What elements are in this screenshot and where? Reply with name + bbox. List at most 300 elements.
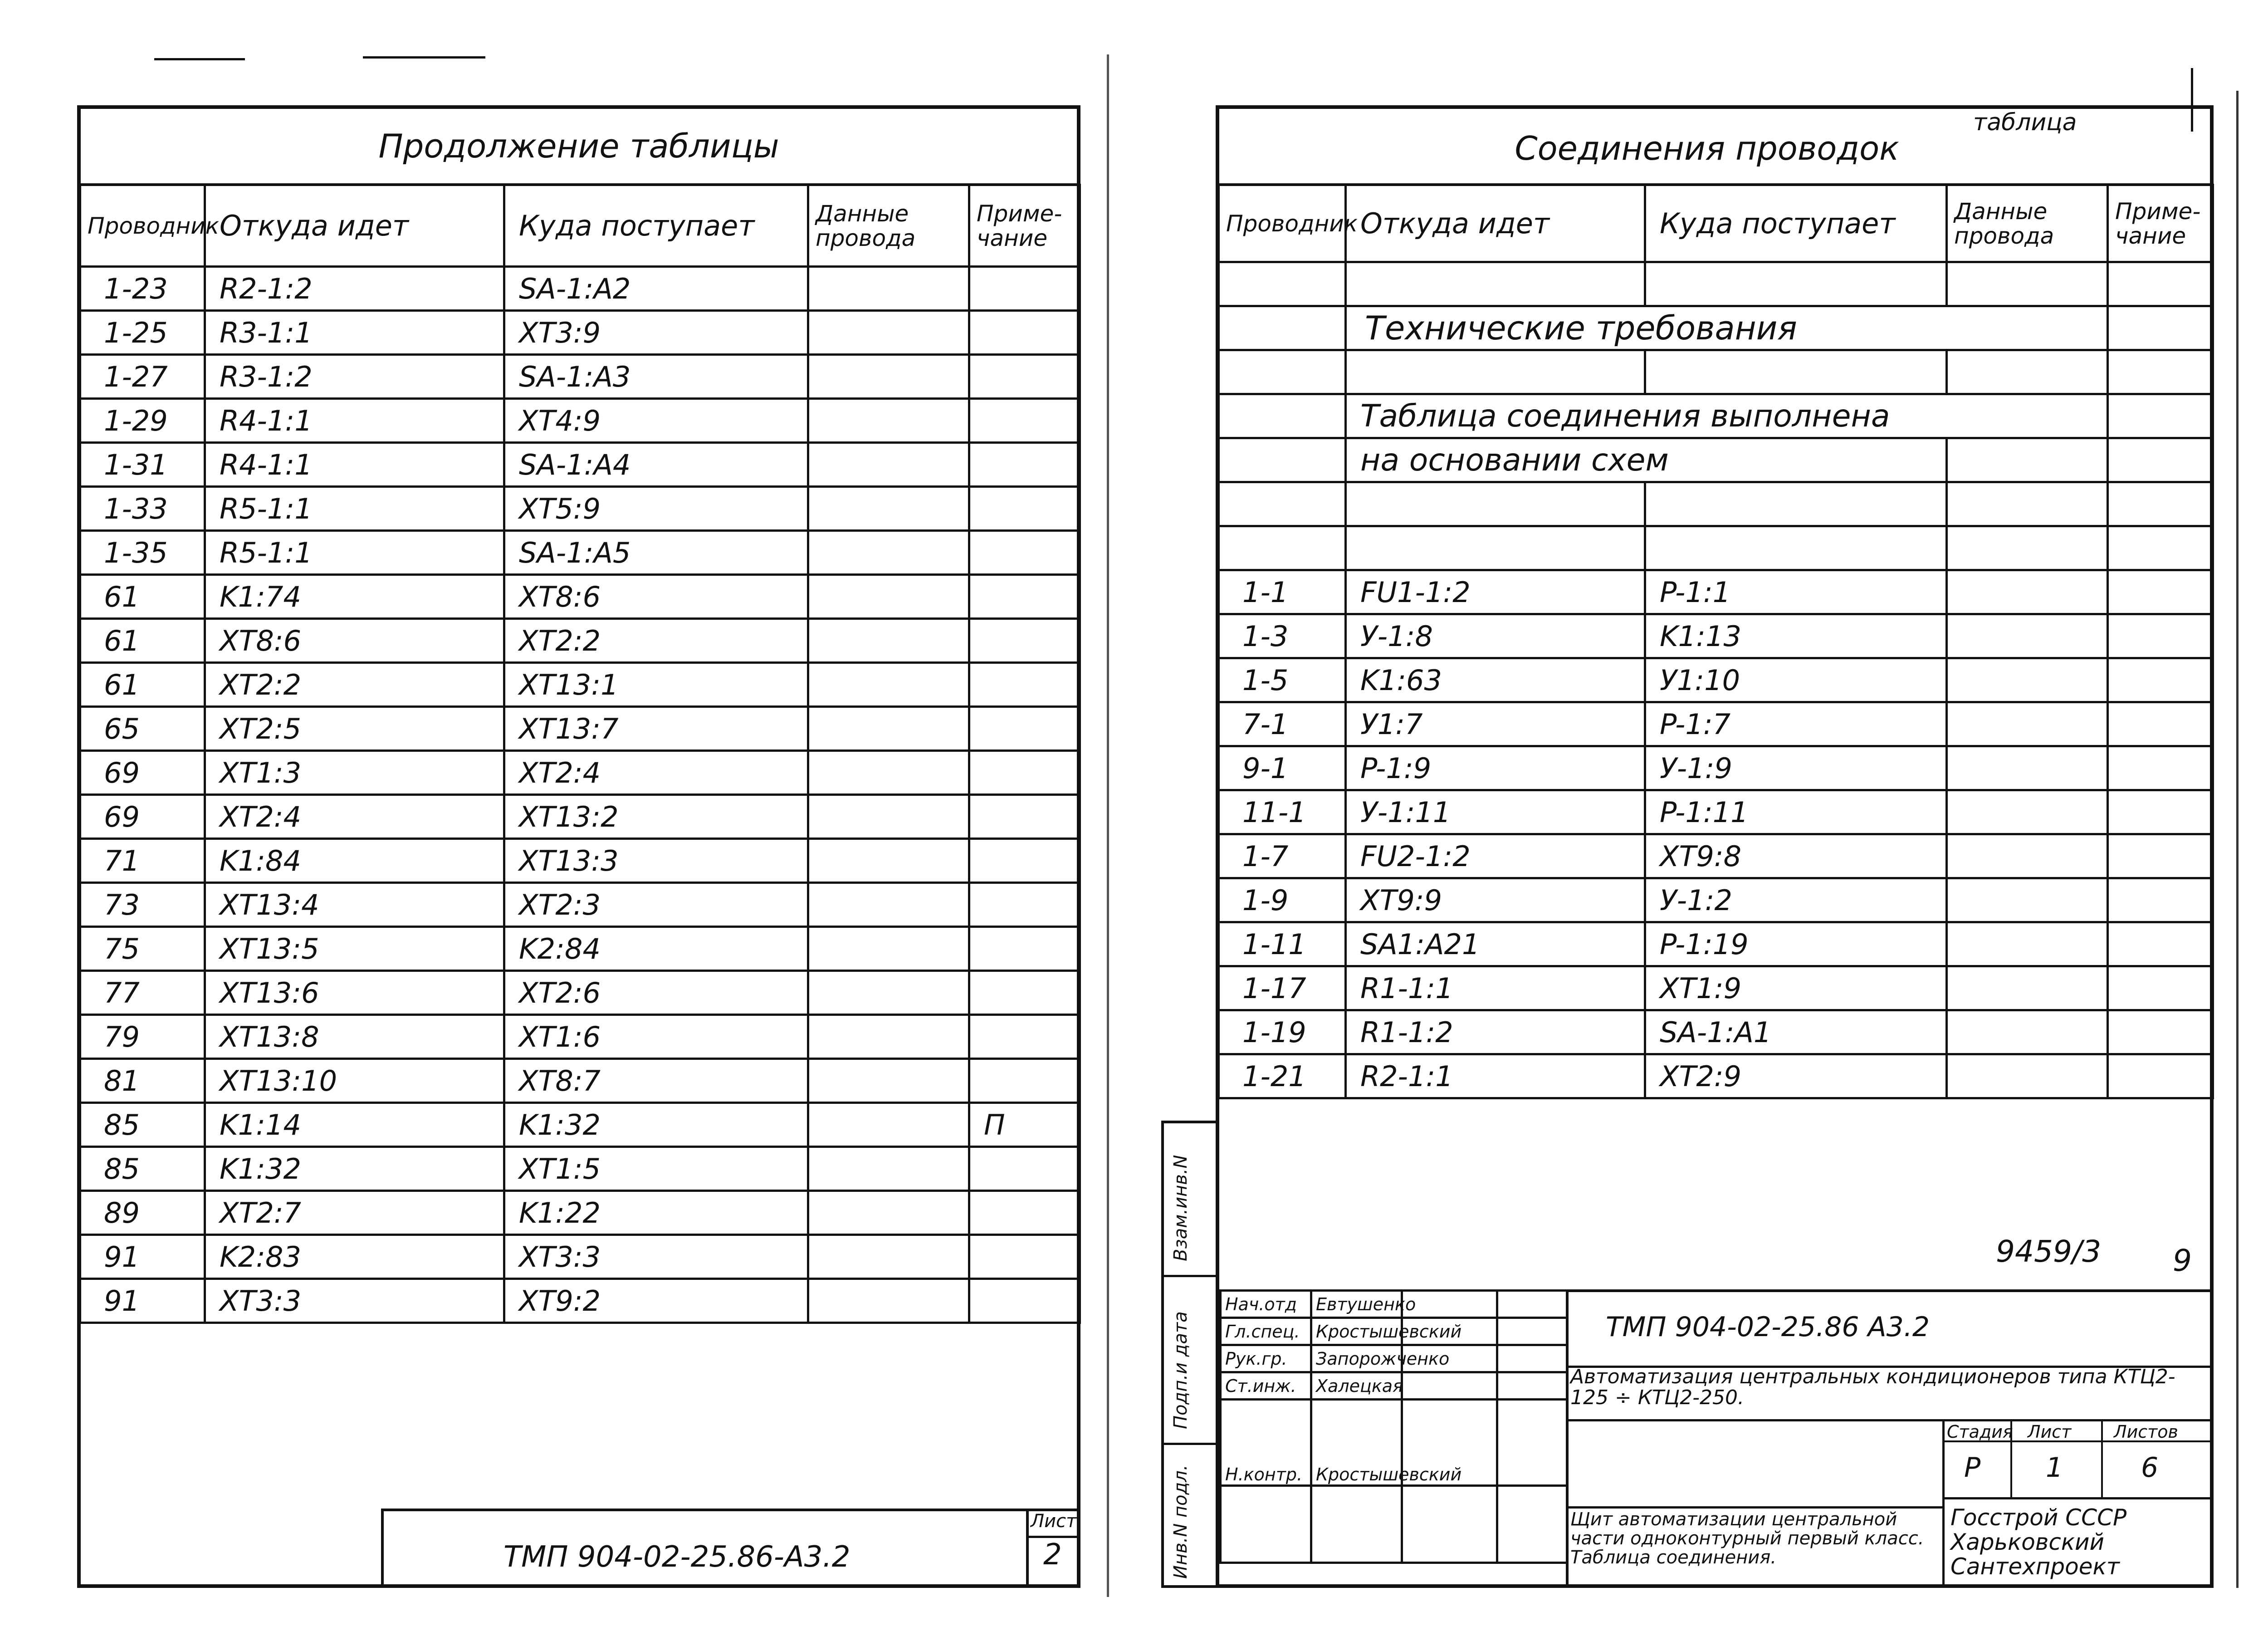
wire-data	[808, 883, 969, 927]
table-row	[80, 267, 1080, 311]
table-row	[80, 1279, 1080, 1323]
stamp-role: Гл.спец.	[1221, 1318, 1311, 1345]
stamp-person: Кростышевский	[1311, 1400, 1402, 1486]
note	[969, 707, 1080, 751]
note	[2108, 966, 2213, 1010]
note	[969, 267, 1080, 311]
left-sheet-title: Продолжение таблицы	[378, 127, 779, 165]
wire-data	[808, 1191, 969, 1235]
wire-data	[808, 1103, 969, 1147]
stamp-divider	[1566, 1506, 1942, 1509]
table-row	[80, 707, 1080, 751]
to-terminal: XT1:9	[1645, 966, 1947, 1010]
table-row	[1219, 834, 2213, 878]
table-row	[80, 619, 1080, 663]
to-terminal: K1:13	[1645, 614, 1947, 658]
to-terminal: XT9:8	[1645, 834, 1947, 878]
to-terminal: SA-1:A5	[504, 531, 808, 575]
wire-id: 89	[80, 1191, 205, 1235]
stamp-role-row	[1221, 1400, 1567, 1486]
wire-data	[1947, 834, 2108, 878]
wire-id: 1-23	[80, 267, 205, 311]
notes-heading-row	[1219, 306, 2213, 350]
to-terminal: P-1:7	[1645, 702, 1947, 746]
blank-row	[1219, 526, 2213, 570]
from-terminal: XT8:6	[205, 619, 504, 663]
stamp-role-row	[1221, 1318, 1567, 1345]
wire-id: 9-1	[1219, 746, 1346, 790]
wire-data	[808, 1235, 969, 1279]
stamp-blank-row	[1221, 1486, 1567, 1563]
wire-id: 1-25	[80, 311, 205, 355]
from-terminal: XT13:4	[205, 883, 504, 927]
col-header-to: Куда поступает	[504, 185, 808, 267]
from-terminal: SA1:A21	[1346, 922, 1645, 966]
col-header-from: Откуда идет	[1346, 185, 1645, 262]
from-terminal: У-1:11	[1346, 790, 1645, 834]
to-terminal: XT5:9	[504, 487, 808, 531]
from-terminal: XT2:5	[205, 707, 504, 751]
note	[969, 663, 1080, 707]
from-terminal: XT13:6	[205, 971, 504, 1015]
wire-id: 1-7	[1219, 834, 1346, 878]
blank-cell	[1497, 1486, 1567, 1563]
blank-row	[1219, 350, 2213, 394]
from-terminal: XT3:3	[205, 1279, 504, 1323]
wire-data	[808, 1279, 969, 1323]
stamp-sheet: 1	[2046, 1452, 2063, 1484]
note	[2108, 658, 2213, 702]
table-row	[80, 355, 1080, 399]
from-terminal: R4-1:1	[205, 399, 504, 443]
to-terminal: XT4:9	[504, 399, 808, 443]
wire-data	[808, 311, 969, 355]
note	[2108, 614, 2213, 658]
wire-id: 69	[80, 795, 205, 839]
stamp-divider	[1566, 1289, 1569, 1588]
to-terminal: XT3:3	[504, 1235, 808, 1279]
scan-mark	[363, 56, 485, 59]
table-row	[80, 443, 1080, 487]
to-terminal: XT2:2	[504, 619, 808, 663]
wire-id: 69	[80, 751, 205, 795]
table-row	[1219, 966, 2213, 1010]
scan-mark	[154, 58, 245, 60]
stamp-person: Кростышевский	[1311, 1318, 1402, 1345]
stamp-role-row	[1221, 1291, 1567, 1318]
stamp-stage: Р	[1964, 1452, 1981, 1484]
wire-data	[808, 487, 969, 531]
stamp-person: Халецкая	[1311, 1372, 1402, 1400]
from-terminal: XT1:3	[205, 751, 504, 795]
stamp-divider	[381, 1509, 384, 1588]
wire-id: 91	[80, 1279, 205, 1323]
from-terminal: XT9:9	[1346, 878, 1645, 922]
note	[969, 575, 1080, 619]
notes-line-2: на основании схем	[1346, 438, 1947, 482]
date-cell	[1497, 1400, 1567, 1486]
wire-data	[808, 1059, 969, 1103]
note	[2108, 790, 2213, 834]
wire-id: 61	[80, 663, 205, 707]
stamp-role: Ст.инж.	[1221, 1372, 1311, 1400]
wire-data	[808, 795, 969, 839]
wire-data	[808, 971, 969, 1015]
fold-line	[1107, 54, 1109, 1597]
note	[969, 927, 1080, 971]
table-row	[80, 575, 1080, 619]
note	[969, 443, 1080, 487]
to-terminal: XT2:9	[1645, 1054, 1947, 1098]
stamp-role-row	[1221, 1372, 1567, 1400]
to-terminal: XT2:4	[504, 751, 808, 795]
table-row	[1219, 702, 2213, 746]
right-sheet-title: Соединения проводок	[1515, 129, 1899, 167]
to-terminal: XT1:5	[504, 1147, 808, 1191]
left-stamp-sheet-no: 2	[1043, 1538, 1062, 1572]
from-terminal: У-1:8	[1346, 614, 1645, 658]
wire-data	[1947, 702, 2108, 746]
wire-id: 1-9	[1219, 878, 1346, 922]
signature-cell	[1402, 1372, 1497, 1400]
to-terminal: XT2:3	[504, 883, 808, 927]
wire-id: 1-1	[1219, 570, 1346, 614]
table-row	[1219, 658, 2213, 702]
col-header-wire: Проводник	[1219, 185, 1346, 262]
to-terminal: XT13:7	[504, 707, 808, 751]
wire-data	[1947, 1010, 2108, 1054]
to-terminal: XT13:1	[504, 663, 808, 707]
note	[969, 795, 1080, 839]
to-terminal: XT8:7	[504, 1059, 808, 1103]
col-header-note: Приме-чание	[969, 185, 1080, 267]
wire-id: 79	[80, 1015, 205, 1059]
wire-id: 1-5	[1219, 658, 1346, 702]
to-terminal: P-1:11	[1645, 790, 1947, 834]
note	[969, 399, 1080, 443]
table-row	[1219, 570, 2213, 614]
from-terminal: XT2:4	[205, 795, 504, 839]
wire-id: 77	[80, 971, 205, 1015]
note	[2108, 922, 2213, 966]
right-wire-table	[1217, 184, 2214, 1099]
table-row	[1219, 878, 2213, 922]
wire-id: 7-1	[1219, 702, 1346, 746]
col-header-wire-data: Данные провода	[808, 185, 969, 267]
blank-row	[1219, 482, 2213, 526]
note	[969, 487, 1080, 531]
from-terminal: XT13:10	[205, 1059, 504, 1103]
wire-id: 75	[80, 927, 205, 971]
date-cell	[1497, 1318, 1567, 1345]
from-terminal: У1:7	[1346, 702, 1645, 746]
note	[2108, 834, 2213, 878]
stamp-description: Щит автоматизации центральной части одноконтурный первый класс. Таблица соединения.	[1570, 1509, 1924, 1568]
table-row	[80, 883, 1080, 927]
wire-data	[808, 751, 969, 795]
blank-cell	[1311, 1486, 1402, 1563]
table-row	[80, 1235, 1080, 1279]
stamp-divider	[2101, 1419, 2103, 1497]
to-terminal: P-1:1	[1645, 570, 1947, 614]
wire-data	[808, 619, 969, 663]
left-wire-table	[79, 184, 1081, 1324]
stamp-stage-label: Стадия	[1947, 1422, 2013, 1442]
note	[969, 1279, 1080, 1323]
col-header-wire-data: Данные провода	[1947, 185, 2108, 262]
left-stamp-sheet-label: Лист	[1031, 1511, 1077, 1532]
stamp-divider	[1942, 1497, 2214, 1499]
wire-id: 1-21	[1219, 1054, 1346, 1098]
to-terminal: XT9:2	[504, 1279, 808, 1323]
table-row	[80, 1191, 1080, 1235]
stamp-sheets: 6	[2141, 1452, 2159, 1484]
left-stamp-doc-code: ТМП 904-02-25.86-А3.2	[503, 1540, 850, 1574]
table-row	[80, 531, 1080, 575]
wire-data	[808, 399, 969, 443]
wire-id: 1-33	[80, 487, 205, 531]
wire-data	[808, 575, 969, 619]
table-row	[80, 1103, 1080, 1147]
wire-data	[1947, 570, 2108, 614]
from-terminal: XT2:7	[205, 1191, 504, 1235]
note	[2108, 702, 2213, 746]
to-terminal: XT13:3	[504, 839, 808, 883]
to-terminal: У1:10	[1645, 658, 1947, 702]
wire-data	[1947, 746, 2108, 790]
to-terminal: SA-1:A2	[504, 267, 808, 311]
stamp-role: Нач.отд	[1221, 1291, 1311, 1318]
from-terminal: K1:63	[1346, 658, 1645, 702]
stamp-role-row	[1221, 1345, 1567, 1372]
note	[969, 1059, 1080, 1103]
wire-id: 61	[80, 575, 205, 619]
to-terminal: SA-1:A3	[504, 355, 808, 399]
from-terminal: R1-1:1	[1346, 966, 1645, 1010]
table-row	[1219, 790, 2213, 834]
table-row	[1219, 614, 2213, 658]
from-terminal: K1:14	[205, 1103, 504, 1147]
note	[969, 1235, 1080, 1279]
date-cell	[1497, 1291, 1567, 1318]
wire-id: 1-11	[1219, 922, 1346, 966]
from-terminal: K1:32	[205, 1147, 504, 1191]
to-terminal: P-1:19	[1645, 922, 1947, 966]
table-row	[80, 1147, 1080, 1191]
table-row	[80, 795, 1080, 839]
to-terminal: K1:32	[504, 1103, 808, 1147]
from-terminal: K1:84	[205, 839, 504, 883]
wire-id: 85	[80, 1103, 205, 1147]
table-row	[80, 399, 1080, 443]
stamp-role: Н.контр.	[1221, 1400, 1311, 1486]
table-row	[80, 927, 1080, 971]
note	[969, 1147, 1080, 1191]
wire-data	[808, 927, 969, 971]
note	[969, 751, 1080, 795]
wire-id: 1-35	[80, 531, 205, 575]
note	[969, 883, 1080, 927]
from-terminal: R5-1:1	[205, 531, 504, 575]
from-terminal: R2-1:1	[1346, 1054, 1645, 1098]
note	[969, 311, 1080, 355]
stamp-sheets-label: Листов	[2114, 1422, 2178, 1442]
table-row	[80, 1015, 1080, 1059]
wire-data	[808, 443, 969, 487]
right-corner-label: таблица	[1973, 109, 2077, 136]
table-row	[80, 1059, 1080, 1103]
margin-divider	[1161, 1443, 1219, 1445]
wire-id: 73	[80, 883, 205, 927]
wire-data	[808, 1147, 969, 1191]
wire-data	[1947, 1054, 2108, 1098]
from-terminal: FU1-1:2	[1346, 570, 1645, 614]
note	[2108, 878, 2213, 922]
wire-data	[808, 1015, 969, 1059]
wire-id: 81	[80, 1059, 205, 1103]
note	[969, 971, 1080, 1015]
from-terminal: FU2-1:2	[1346, 834, 1645, 878]
from-terminal: R5-1:1	[205, 487, 504, 531]
notes-heading: Технические требования	[1346, 306, 2108, 350]
to-terminal: XT13:2	[504, 795, 808, 839]
wire-id: 11-1	[1219, 790, 1346, 834]
right-ref-sheet: 9	[2173, 1243, 2192, 1278]
to-terminal: У-1:9	[1645, 746, 1947, 790]
table-row	[1219, 1054, 2213, 1098]
blank-cell	[1221, 1486, 1311, 1563]
col-header-note: Приме-чание	[2108, 185, 2213, 262]
col-header-to: Куда поступает	[1645, 185, 1947, 262]
note: П	[969, 1103, 1080, 1147]
wire-data	[1947, 878, 2108, 922]
wire-id: 1-17	[1219, 966, 1346, 1010]
stamp-sheet-label: Лист	[2028, 1422, 2072, 1442]
from-terminal: P-1:9	[1346, 746, 1645, 790]
scan-mark	[2236, 91, 2239, 1588]
blank-cell	[1402, 1486, 1497, 1563]
wire-data	[808, 707, 969, 751]
wire-data	[1947, 658, 2108, 702]
stamp-role: Рук.гр.	[1221, 1345, 1311, 1372]
from-terminal: K2:83	[205, 1235, 504, 1279]
wire-id: 85	[80, 1147, 205, 1191]
to-terminal: XT3:9	[504, 311, 808, 355]
table-row	[80, 971, 1080, 1015]
wire-id: 91	[80, 1235, 205, 1279]
col-header-wire: Проводник	[80, 185, 205, 267]
note	[2108, 1010, 2213, 1054]
wire-data	[808, 839, 969, 883]
right-ref-number: 9459/3	[1996, 1234, 2102, 1269]
table-row	[80, 487, 1080, 531]
to-terminal: SA-1:A4	[504, 443, 808, 487]
from-terminal: R1-1:2	[1346, 1010, 1645, 1054]
from-terminal: R2-1:2	[205, 267, 504, 311]
to-terminal: У-1:2	[1645, 878, 1947, 922]
note	[969, 839, 1080, 883]
wire-id: 65	[80, 707, 205, 751]
stamp-organization: Госстрой СССР Харьковский Сантехпроект	[1950, 1504, 2127, 1580]
margin-divider	[1161, 1275, 1219, 1277]
to-terminal: K2:84	[504, 927, 808, 971]
to-terminal: K1:22	[504, 1191, 808, 1235]
stamp-project: Автоматизация центральных кондиционеров типа КТЦ2-125 ÷ КТЦ2-250.	[1570, 1365, 2175, 1409]
col-header-from: Откуда идет	[205, 185, 504, 267]
wire-data	[808, 267, 969, 311]
wire-data	[1947, 790, 2108, 834]
stamp-divider	[1566, 1289, 2214, 1292]
wire-data	[1947, 922, 2108, 966]
stamp-person: Запорожченко	[1311, 1345, 1402, 1372]
note	[2108, 746, 2213, 790]
wire-data	[808, 531, 969, 575]
date-cell	[1497, 1345, 1567, 1372]
stamp-divider	[381, 1509, 1080, 1511]
wire-id: 61	[80, 619, 205, 663]
stamp-doc-code: ТМП 904-02-25.86 А3.2	[1606, 1311, 1930, 1343]
table-row	[1219, 746, 2213, 790]
stamp-divider	[1566, 1419, 2214, 1421]
note	[2108, 1054, 2213, 1098]
table-row	[1219, 1010, 2213, 1054]
note	[969, 531, 1080, 575]
from-terminal: XT13:8	[205, 1015, 504, 1059]
margin-label-replace-inv: Взам.инв.N	[1170, 1155, 1191, 1261]
wire-id: 1-19	[1219, 1010, 1346, 1054]
note	[2108, 570, 2213, 614]
table-row	[80, 311, 1080, 355]
from-terminal: XT2:2	[205, 663, 504, 707]
blank-row	[1219, 262, 2213, 306]
note	[969, 1191, 1080, 1235]
from-terminal: R3-1:2	[205, 355, 504, 399]
wire-data	[1947, 966, 2108, 1010]
note	[969, 619, 1080, 663]
wire-data	[808, 663, 969, 707]
table-row	[80, 663, 1080, 707]
from-terminal: R4-1:1	[205, 443, 504, 487]
wire-data	[1947, 614, 2108, 658]
margin-label-orig-inv: Инв.N подл.	[1170, 1465, 1191, 1579]
to-terminal: XT1:6	[504, 1015, 808, 1059]
wire-id: 1-3	[1219, 614, 1346, 658]
note	[969, 1015, 1080, 1059]
to-terminal: SA-1:A1	[1645, 1010, 1947, 1054]
to-terminal: XT2:6	[504, 971, 808, 1015]
stamp-roles-table	[1219, 1289, 1568, 1564]
table-row	[80, 839, 1080, 883]
stamp-divider	[1942, 1419, 1945, 1588]
stamp-person: Евтушенко	[1311, 1291, 1402, 1318]
wire-id: 1-29	[80, 399, 205, 443]
wire-id: 1-31	[80, 443, 205, 487]
from-terminal: K1:74	[205, 575, 504, 619]
stamp-divider	[1026, 1509, 1029, 1588]
signature-cell	[1402, 1291, 1497, 1318]
wire-id: 71	[80, 839, 205, 883]
from-terminal: XT13:5	[205, 927, 504, 971]
notes-line-1: Таблица соединения выполнена	[1346, 394, 2108, 438]
date-cell	[1497, 1372, 1567, 1400]
notes-line-row	[1219, 394, 2213, 438]
note	[969, 355, 1080, 399]
from-terminal: R3-1:1	[205, 311, 504, 355]
table-row	[1219, 922, 2213, 966]
to-terminal: XT8:6	[504, 575, 808, 619]
table-row	[80, 751, 1080, 795]
notes-line-row	[1219, 438, 2213, 482]
